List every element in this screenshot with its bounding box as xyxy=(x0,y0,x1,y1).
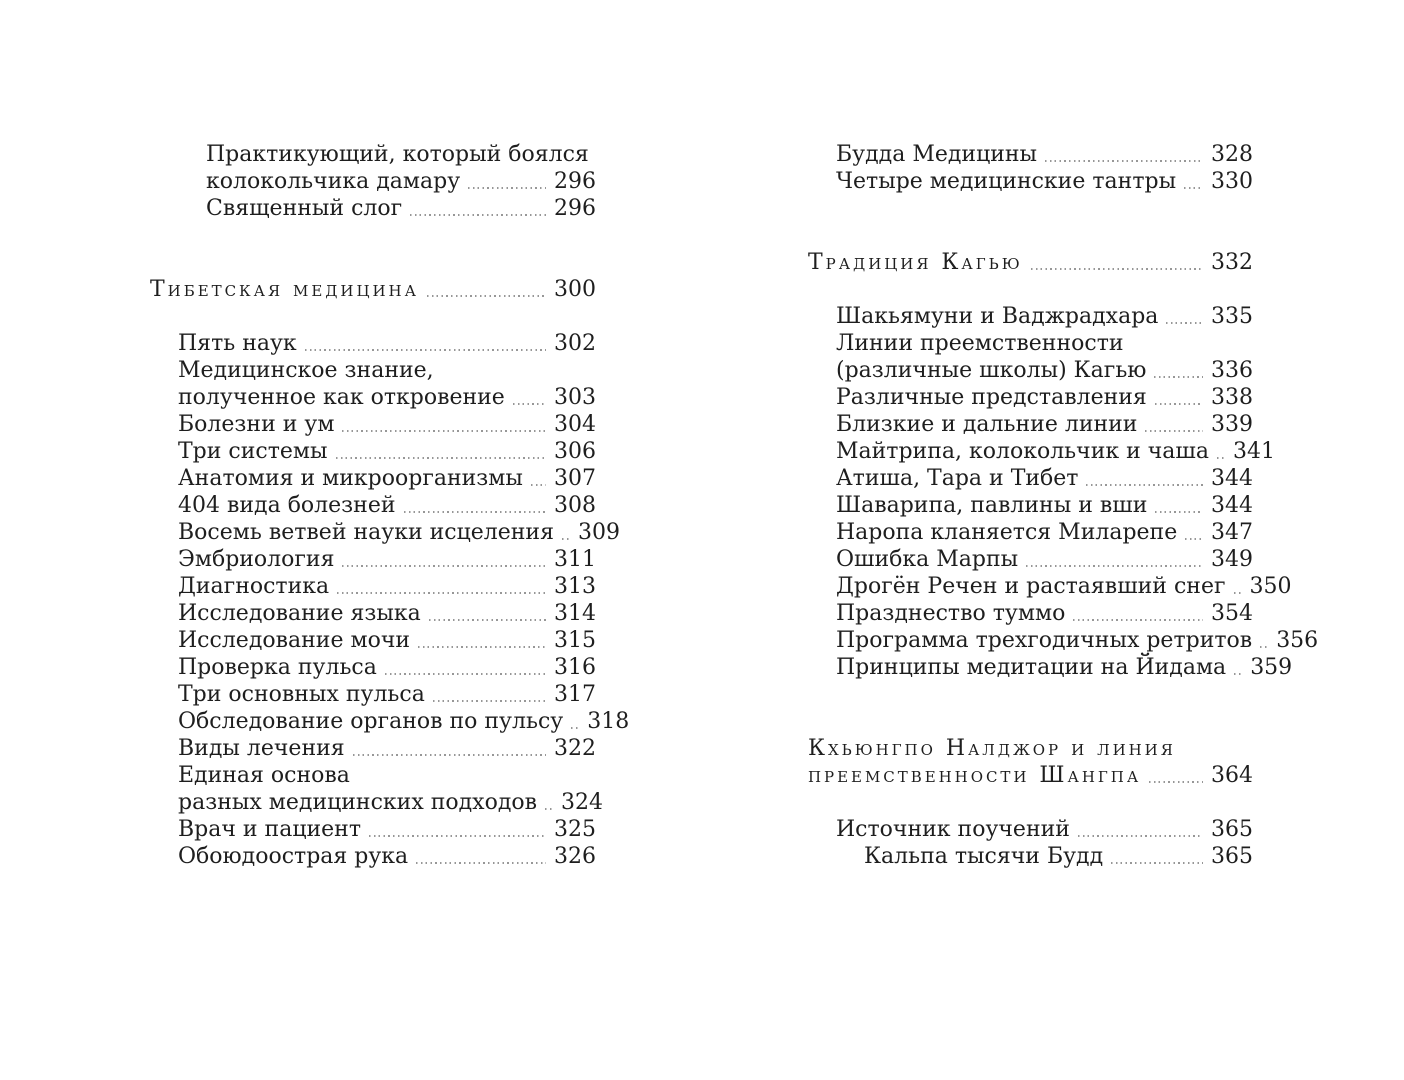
toc-entry-label: Врач и пациент xyxy=(178,817,362,842)
toc-entry[interactable] xyxy=(150,654,596,681)
page-number: 326 xyxy=(554,844,596,869)
toc-entry[interactable] xyxy=(808,357,1253,384)
toc-entry[interactable] xyxy=(808,843,1253,870)
dotted-leader xyxy=(513,403,546,405)
toc-entry-label: (различные школы) Кагью xyxy=(836,358,1147,383)
toc-entry[interactable] xyxy=(150,546,596,573)
toc-entry[interactable] xyxy=(808,438,1275,465)
page-number: 306 xyxy=(554,439,596,464)
page-number: 300 xyxy=(554,277,596,302)
toc-entry-label: Четыре медицинские тантры xyxy=(836,169,1177,194)
dotted-leader xyxy=(404,511,546,513)
toc-entry xyxy=(150,357,596,384)
dotted-leader xyxy=(337,592,546,594)
toc-entry-label: Празднество туммо xyxy=(836,601,1066,626)
toc-entry[interactable] xyxy=(808,816,1253,843)
dotted-leader xyxy=(369,835,546,837)
dotted-leader xyxy=(353,754,546,756)
toc-entry-label: Единая основа xyxy=(178,763,350,788)
page-number: 356 xyxy=(1276,628,1319,653)
dotted-leader xyxy=(416,862,546,864)
dotted-leader xyxy=(385,673,546,675)
page-number: 313 xyxy=(554,574,596,599)
toc-entry[interactable] xyxy=(150,384,596,411)
toc-entry[interactable] xyxy=(150,168,596,195)
toc-entry[interactable] xyxy=(150,789,604,816)
toc-entry[interactable] xyxy=(808,168,1253,195)
dotted-leader xyxy=(531,484,546,486)
page-number: 332 xyxy=(1211,250,1253,275)
toc-entry-label: Наропа кланяется Миларепе xyxy=(836,520,1178,545)
dotted-leader xyxy=(1086,484,1203,486)
toc-entry[interactable] xyxy=(808,303,1253,330)
page-number: 347 xyxy=(1211,520,1253,545)
page-number: 338 xyxy=(1211,385,1253,410)
toc-entry-label: Близкие и дальние линии xyxy=(836,412,1138,437)
toc-entry-label: Священный слог xyxy=(206,196,403,221)
dotted-leader xyxy=(429,619,546,621)
page-number: 311 xyxy=(554,547,596,572)
dotted-leader xyxy=(1026,565,1203,567)
dotted-leader xyxy=(545,808,553,810)
dotted-leader xyxy=(342,430,546,432)
dotted-leader xyxy=(562,538,570,540)
dotted-leader xyxy=(1184,187,1203,189)
page-number: 364 xyxy=(1211,763,1253,788)
dotted-leader xyxy=(1155,403,1203,405)
toc-entry[interactable] xyxy=(150,708,630,735)
page-number: 349 xyxy=(1211,547,1253,572)
page-number: 307 xyxy=(554,466,596,491)
toc-entry[interactable] xyxy=(150,627,596,654)
toc-entry-label: Программа трехгодичных ретритов xyxy=(836,628,1253,653)
dotted-leader xyxy=(410,214,546,216)
toc-section-entry xyxy=(808,735,1253,762)
toc-entry[interactable] xyxy=(808,411,1253,438)
dotted-leader xyxy=(1045,160,1203,162)
toc-entry[interactable] xyxy=(150,330,596,357)
page-number: 365 xyxy=(1211,844,1253,869)
page-number: 314 xyxy=(554,601,596,626)
toc-entry-label: Дрогён Речен и растаявший снег xyxy=(836,574,1226,599)
page-number: 330 xyxy=(1211,169,1253,194)
toc-entry[interactable] xyxy=(150,519,620,546)
toc-entry-label: Обследование органов по пульсу xyxy=(178,709,564,734)
dotted-leader xyxy=(433,700,546,702)
dotted-leader xyxy=(1031,268,1203,270)
page-number: 341 xyxy=(1233,439,1275,464)
toc-entry-label: разных медицинских подходов xyxy=(178,790,538,815)
dotted-leader xyxy=(1234,592,1242,594)
toc-entry-label: преемственности Шангпа xyxy=(808,763,1142,788)
toc-entry-label: Кальпа тысячи Будд xyxy=(864,844,1104,869)
dotted-leader xyxy=(1073,619,1203,621)
toc-entry[interactable] xyxy=(150,492,596,519)
toc-entry[interactable] xyxy=(150,600,596,627)
page-number: 317 xyxy=(554,682,596,707)
page-number: 308 xyxy=(554,493,596,518)
dotted-leader xyxy=(1166,322,1203,324)
toc-entry[interactable] xyxy=(150,816,596,843)
page-number: 302 xyxy=(554,331,596,356)
dotted-leader xyxy=(1154,376,1203,378)
toc-entry-label: Виды лечения xyxy=(178,736,345,761)
toc-column-left xyxy=(150,141,630,870)
dotted-leader xyxy=(1078,835,1203,837)
toc-entry-label: Эмбриология xyxy=(178,547,335,572)
dotted-leader xyxy=(1217,457,1225,459)
page-number: 318 xyxy=(587,709,630,734)
dotted-leader xyxy=(336,457,546,459)
page-number: 339 xyxy=(1211,412,1253,437)
toc-entry[interactable] xyxy=(150,411,596,438)
page-number: 322 xyxy=(554,736,596,761)
toc-entry xyxy=(808,330,1253,357)
toc-entry[interactable] xyxy=(808,465,1253,492)
toc-entry-label: Принципы медитации на Йидама xyxy=(836,655,1227,680)
toc-entry-label: 404 вида болезней xyxy=(178,493,396,518)
toc-entry[interactable] xyxy=(150,195,596,222)
toc-entry[interactable] xyxy=(808,654,1293,681)
toc-entry xyxy=(150,141,596,168)
toc-entry xyxy=(150,762,596,789)
toc-entry-label: Линии преемственности xyxy=(836,331,1124,356)
dotted-leader xyxy=(1155,511,1203,513)
dotted-leader xyxy=(1260,646,1268,648)
toc-entry[interactable] xyxy=(808,492,1253,519)
dotted-leader xyxy=(1185,538,1203,540)
toc-entry[interactable] xyxy=(150,573,596,600)
toc-entry-label: Исследование мочи xyxy=(178,628,411,653)
toc-entry[interactable] xyxy=(808,627,1319,654)
toc-entry[interactable] xyxy=(808,384,1253,411)
toc-entry-label: колокольчика дамару xyxy=(206,169,461,194)
page-number: 296 xyxy=(554,196,596,221)
page-number: 359 xyxy=(1250,655,1293,680)
toc-entry[interactable] xyxy=(150,681,596,708)
toc-entry-label: Проверка пульса xyxy=(178,655,377,680)
toc-entry-label: Исследование языка xyxy=(178,601,421,626)
page-number: 350 xyxy=(1249,574,1292,599)
dotted-leader xyxy=(305,349,546,351)
dotted-leader xyxy=(418,646,546,648)
dotted-leader xyxy=(468,187,546,189)
toc-entry-label: Будда Медицины xyxy=(836,142,1038,167)
page-number: 315 xyxy=(554,628,596,653)
toc-entry-label: Обоюдоострая рука xyxy=(178,844,409,869)
toc-entry-label: Различные представления xyxy=(836,385,1147,410)
toc-entry-label: Три системы xyxy=(178,439,328,464)
toc-entry[interactable] xyxy=(808,519,1253,546)
dotted-leader xyxy=(1145,430,1203,432)
toc-section-entry[interactable] xyxy=(808,762,1253,789)
toc-entry[interactable] xyxy=(808,600,1253,627)
toc-section-entry[interactable] xyxy=(808,249,1253,276)
dotted-leader xyxy=(427,295,546,297)
toc-entry-label: Майтрипа, колокольчик и чаша xyxy=(836,439,1209,464)
toc-entry-label: Ошибка Марпы xyxy=(836,547,1019,572)
toc-entry-label: Шакьямуни и Ваджрадхара xyxy=(836,304,1159,329)
page-number: 309 xyxy=(577,520,620,545)
toc-entry-label: Пять наук xyxy=(178,331,297,356)
dotted-leader xyxy=(342,565,546,567)
toc-entry-label: Диагностика xyxy=(178,574,330,599)
page-number: 316 xyxy=(554,655,596,680)
page-number: 354 xyxy=(1211,601,1253,626)
toc-entry[interactable] xyxy=(150,735,596,762)
page-number: 335 xyxy=(1211,304,1253,329)
dotted-leader xyxy=(571,727,579,729)
page-number: 328 xyxy=(1211,142,1253,167)
page-number: 303 xyxy=(554,385,596,410)
page-number: 324 xyxy=(561,790,604,815)
page-number: 365 xyxy=(1211,817,1253,842)
toc-column-right xyxy=(808,141,1319,870)
toc-entry[interactable] xyxy=(808,546,1253,573)
toc-entry-label: Восемь ветвей науки исцеления xyxy=(178,520,554,545)
dotted-leader xyxy=(1234,673,1242,675)
toc-entry-label: Анатомия и микроорганизмы xyxy=(178,466,523,491)
toc-entry-label: Болезни и ум xyxy=(178,412,335,437)
toc-entry[interactable] xyxy=(808,573,1292,600)
toc-entry[interactable] xyxy=(150,465,596,492)
toc-entry-label: Атиша, Тара и Тибет xyxy=(836,466,1079,491)
toc-entry[interactable] xyxy=(150,438,596,465)
toc-entry-label: Шаварипа, павлины и вши xyxy=(836,493,1148,518)
page-number: 296 xyxy=(554,169,596,194)
dotted-leader xyxy=(1111,862,1203,864)
toc-entry-label: Тибетская медицина xyxy=(150,277,419,302)
toc-entry-label: Практикующий, который боялся xyxy=(206,142,589,167)
page-number: 344 xyxy=(1211,493,1253,518)
toc-entry-label: Медицинское знание, xyxy=(178,358,434,383)
page-number: 325 xyxy=(554,817,596,842)
page-number: 344 xyxy=(1211,466,1253,491)
toc-entry-label: Традиция Кагью xyxy=(808,250,1023,275)
dotted-leader xyxy=(1149,781,1203,783)
toc-section-entry[interactable] xyxy=(150,276,596,303)
toc-entry-label: полученное как откровение xyxy=(178,385,505,410)
toc-entry-label: Источник поучений xyxy=(836,817,1070,842)
page-number: 336 xyxy=(1211,358,1253,383)
toc-entry[interactable] xyxy=(150,843,596,870)
toc-entry[interactable] xyxy=(808,141,1253,168)
toc-entry-label: Кхьюнгпо Налджор и линия xyxy=(808,736,1176,761)
toc-entry-label: Три основных пульса xyxy=(178,682,425,707)
page-number: 304 xyxy=(554,412,596,437)
